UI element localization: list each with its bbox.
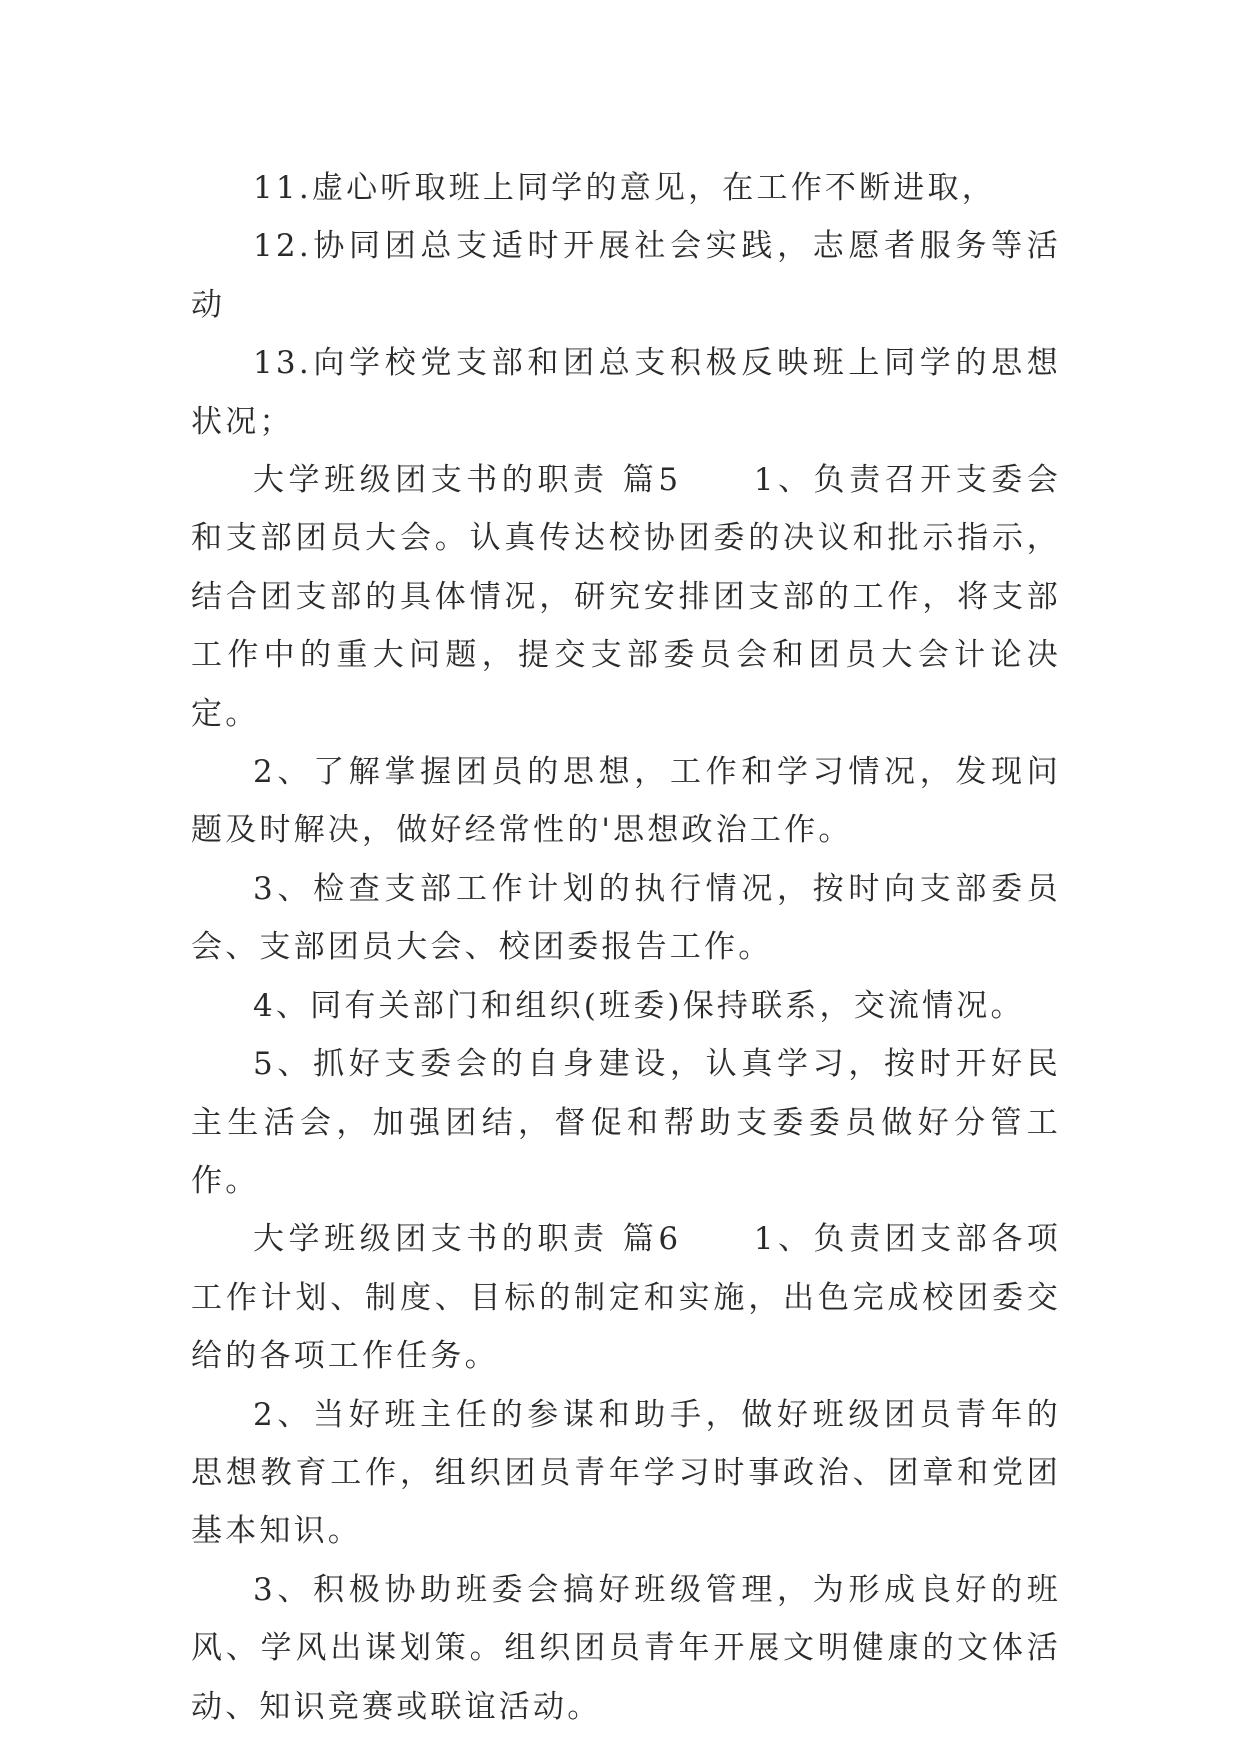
paragraph: 4、同有关部门和组织(班委)保持联系，交流情况。 bbox=[253, 987, 1025, 1024]
paragraph: 2、当好班主任的参谋和助手，做好班级团员青年的思想教育工作，组织团员青年学习时事政治、团章和党团基本知识。 bbox=[191, 1396, 1061, 1550]
document-body bbox=[191, 159, 1061, 1736]
paragraph: 11.虚心听取班上同学的意见，在工作不断进取， bbox=[253, 170, 996, 206]
paragraph: 13.向学校党支部和团总支积极反映班上同学的思想状况； bbox=[191, 345, 1061, 440]
paragraph: 5、抓好支委会的自身建设，认真学习，按时开好民主生活会，加强团结，督促和帮助支委委员做好分管工作。 bbox=[191, 1046, 1061, 1199]
paragraph: 大学班级团支书的职责 篇5 1、负责召开支委会和支部团员大会。认真传达校协团委的决议和批示指示，结合团支部的具体情况，研究安排团支部的工作，将支部工作中的重大问题，提交支部委员会和团员大会计论决定。 bbox=[191, 462, 1061, 732]
paragraph: 大学班级团支书的职责 篇6 1、负责团支部各项工作计划、制度、目标的制定和实施，出色完成校团委交给的各项工作任务。 bbox=[191, 1221, 1061, 1375]
paragraph: 3、积极协助班委会搞好班级管理，为形成良好的班风、学风出谋划策。组织团员青年开展文明健康的文体活动、知识竞赛或联谊活动。 bbox=[191, 1571, 1061, 1725]
paragraph: 3、检查支部工作计划的执行情况，按时向支部委员会、支部团员大会、校团委报告工作。 bbox=[191, 870, 1061, 966]
paragraph: 12.协同团总支适时开展社会实践，志愿者服务等活动 bbox=[191, 228, 1061, 323]
paragraph: 2、了解掌握团员的思想，工作和学习情况，发现问题及时解决，做好经常性的'思想政治工作。 bbox=[191, 754, 1061, 849]
